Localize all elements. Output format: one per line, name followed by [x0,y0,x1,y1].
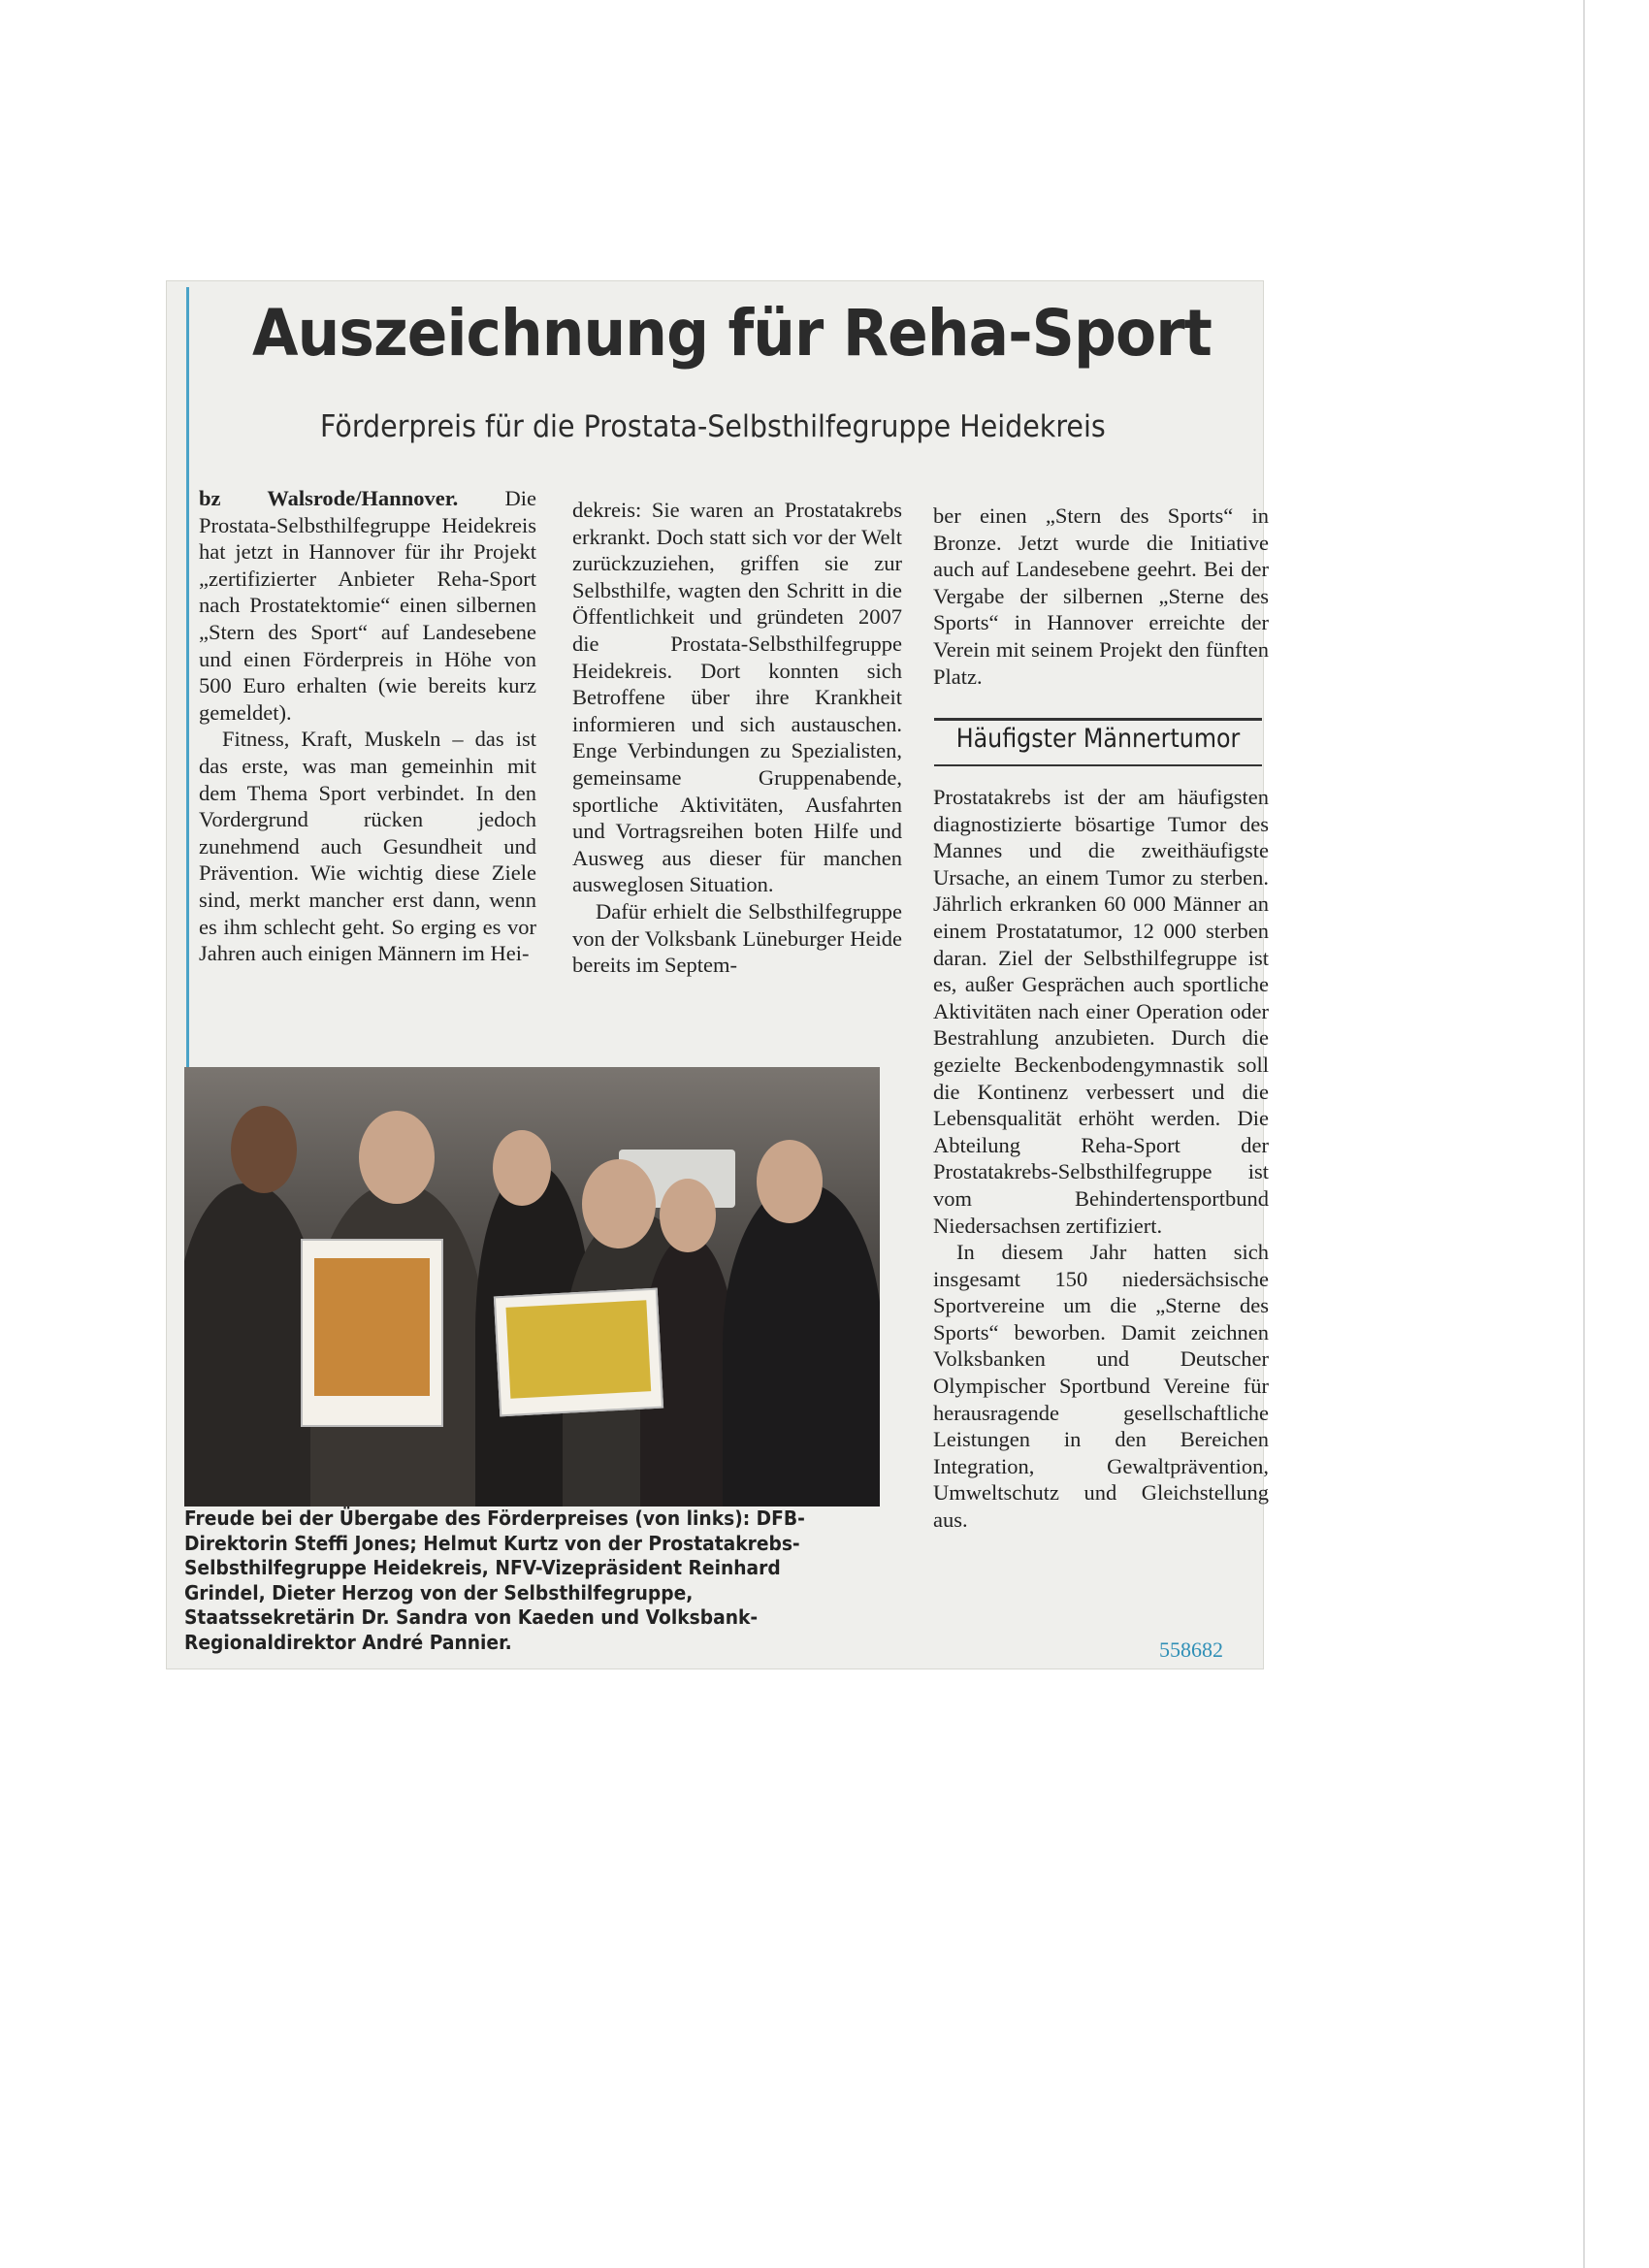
article-column-2 [572,497,902,979]
section-heading: Häufigster Männertumor [955,724,1241,754]
award-certificate [301,1239,443,1427]
photo-person-1 [184,1183,320,1507]
column-2-paragraph-1: dekreis: Sie waren an Prostatakrebs erkrankt. Doch statt sich vor der Welt zurückzuziehen, griffen sie zur Selbsthilfe, wagten den Schritt in die Öffentlichkeit und gründeten 2007 die Prostata-Selbsthilfegruppe Heidekreis. Dort konnten sich Betroffene über ihre Krankheit informieren und sich austauschen. Enge Verbindungen zu Spezialisten, gemeinsame Gruppenabende, sportliche Aktivitäten, Ausfahrten und Vortragsreihen boten Hilfe und Ausweg aus dieser für manchen ausweglosen Situation. [572,498,902,897]
photo-face-4 [582,1159,656,1248]
award-plaque [494,1288,663,1417]
column-3b-paragraph-2: In diesem Jahr hatten sich insgesamt 150 niedersächsische Sportvereine um die „Sterne des Sports“ beworben. Damit zeichnen Volksbanken und Deutscher Olympischer Sportbund Vereine für herausragende gesellschaftliche Leistungen in den Bereichen Integration, Gewaltprävention, Umweltschutz und Gleichstellung aus. [933,1240,1269,1533]
photo-face-5 [660,1179,716,1252]
photo-face-1 [231,1106,297,1193]
article-column-3-continued [933,784,1269,1534]
photo-face-3 [493,1130,551,1206]
section-heading-box [934,718,1262,766]
photo-person-6 [723,1183,880,1507]
article-column-3 [933,502,1269,690]
award-photo [184,1067,880,1507]
clipping-edge-line [186,287,189,1150]
photo-face-6 [757,1140,823,1223]
article-column-1 [199,485,536,967]
clipping-code: 558682 [1159,1637,1223,1662]
column-2-paragraph-2: Dafür erhielt die Selbsthilfegruppe von der Volksbank Lüneburger Heide bereits im Septem- [572,898,902,978]
photo-face-2 [359,1111,435,1204]
dateline: bz Walsrode/Hannover. [199,486,459,510]
photo-caption: Freude bei der Übergabe des Förderpreises (von links): DFB-Direktorin Steffi Jones; Helmut Kurtz von der Prostatakrebs-Selbsthilfegruppe Heidekreis, NFV-Vizepräsident Reinhard Grindel, Dieter Herzog von der Selbsthilfegruppe, Staatssekretärin Dr. Sandra von Kaeden und Volksbank-Regionaldirektor André Pannier. [184,1507,805,1654]
lead-text: Die Prostata-Selbsthilfegruppe Heidekreis hat jetzt in Hannover für ihr Projekt „zertifizierter Anbieter Reha-Sport nach Prostatektomie“ einen silbernen „Stern des Sport“ auf Landesebene und einen Förderpreis in Höhe von 500 Euro erhalten (wie bereits kurz gemeldet). [199,486,536,725]
headline: Auszeichnung für Reha-Sport [252,296,1212,371]
column-3-paragraph-1: ber einen „Stern des Sports“ in Bronze. Jetzt wurde die Initiative auch auf Landesebene geehrt. Bei der Vergabe der silbernen „Sterne des Sports“ in Hannover erreichte der Verein mit seinem Projekt den fünften Platz. [933,503,1269,689]
column-1-paragraph-2: Fitness, Kraft, Muskeln – das ist das erste, was man gemeinhin mit dem Thema Sport verbindet. In den Vordergrund rücken jedoch zunehmend auch Gesundheit und Prävention. Wie wichtig diese Ziele sind, merkt mancher erst dann, wenn es ihm schlecht geht. So erging es vor Jahren auch einigen Männern im Hei- [199,727,536,966]
column-1-paragraph-1 [199,485,536,726]
subheadline: Förderpreis für die Prostata-Selbsthilfegruppe Heidekreis [320,409,1106,444]
column-3b-paragraph-1: Prostatakrebs ist der am häufigsten diagnostizierte bösartige Tumor des Mannes und die zweithäufigste Ursache, an einem Tumor zu sterben. Jährlich erkranken 60 000 Männer an einem Prostatatumor, 12 000 sterben daran. Ziel der Selbsthilfegruppe ist es, außer Gesprächen auch sportliche Aktivitäten nach einer Operation oder Bestrahlung anzubieten. Durch die gezielte Beckenbodengymnastik soll die Kontinenz verbessert und die Lebensqualität erhöht werden. Die Abteilung Reha-Sport der Prostatakrebs-Selbsthilfegruppe ist vom Behindertensportbund Niedersachsen zertifiziert. [933,785,1269,1238]
